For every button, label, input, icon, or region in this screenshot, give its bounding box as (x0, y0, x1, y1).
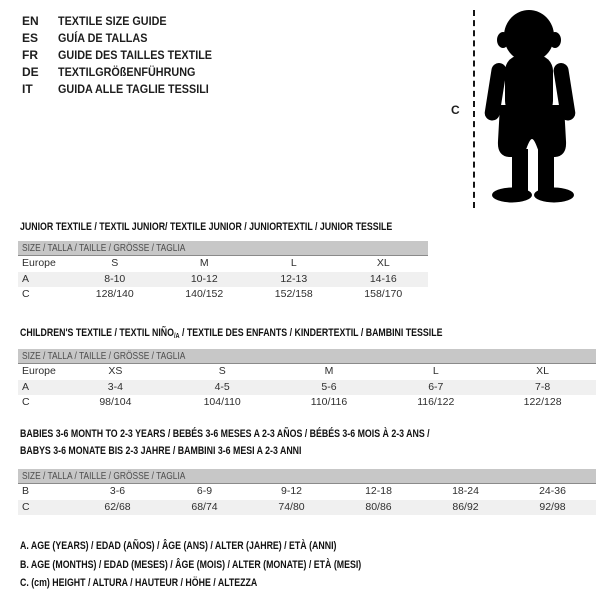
size-header-label: SIZE / TALLA / TAILLE / GRÖSSE / TAGLIA (22, 470, 186, 482)
lang-row-en (22, 13, 229, 30)
table-row (18, 364, 596, 380)
cell: 86/92 (452, 500, 479, 513)
title-pre: CHILDREN'S TEXTILE / TEXTIL NIÑO (20, 327, 174, 339)
junior-title-text: JUNIOR TEXTILE / TEXTIL JUNIOR/ TEXTILE JUNIOR / JUNIORTEXTIL / JUNIOR TESSILE (20, 221, 393, 233)
babies-title-line2: BABYS 3-6 MONATE BIS 2-3 JAHRE / BAMBINI 3-6 MESI A 2-3 ANNI (20, 445, 302, 457)
cell: 10-12 (190, 272, 218, 285)
size-header-label: SIZE / TALLA / TAILLE / GRÖSSE / TAGLIA (22, 350, 186, 362)
footnote-a (20, 537, 447, 556)
footnote-b (20, 556, 447, 575)
cell: M (199, 257, 209, 269)
size-header-bar (18, 349, 596, 364)
size-header-bar (18, 241, 428, 256)
lang-text: GUÍA DE TALLAS (58, 31, 148, 45)
height-measure-label: C (451, 103, 460, 117)
cell: 68/74 (191, 500, 218, 513)
size-header-bar (18, 469, 596, 484)
cell: L (290, 257, 297, 269)
language-header (22, 13, 229, 98)
table-row (18, 287, 428, 303)
cell: 128/140 (95, 288, 134, 300)
cell: XL (536, 365, 550, 377)
table-row (18, 500, 596, 516)
cell: S (218, 365, 226, 377)
babies-title-line1: BABIES 3-6 MONTH TO 2-3 YEARS / BEBÉS 3-6 MESES A 2-3 AÑOS / BÉBÉS 3-6 MOIS À 2-3 ANS / (20, 428, 430, 440)
lang-text: GUIDE DES TAILLES TEXTILE (58, 48, 213, 62)
cell: 98/104 (99, 396, 132, 408)
cell: 14-16 (369, 272, 397, 285)
size-header-label: SIZE / TALLA / TAILLE / GRÖSSE / TAGLIA (22, 242, 186, 254)
cell: 12-18 (365, 485, 392, 497)
cell: 7-8 (535, 380, 551, 393)
row-label: C (22, 288, 30, 300)
lang-text: GUIDA ALLE TAGLIE TESSILI (58, 82, 209, 96)
babies-section-title (20, 426, 532, 460)
height-measure-line (473, 10, 475, 208)
table-row (18, 395, 596, 411)
footnote-a-text: A. AGE (YEARS) / EDAD (AÑOS) / ÂGE (ANS) / ALTER (JAHRE) / ETÀ (ANNI) (20, 540, 337, 552)
title-sub: /A (173, 333, 180, 340)
cell: XS (108, 365, 123, 377)
table-row (18, 380, 596, 396)
row-label: C (22, 500, 30, 513)
row-label: Europe (22, 257, 56, 269)
junior-size-table (18, 241, 428, 303)
title-post: / TEXTILE DES ENFANTS / KINDERTEXTIL / BAMBINI TESSILE (179, 327, 443, 339)
cell: 4-5 (214, 380, 230, 393)
table-row (18, 256, 428, 272)
cell: 5-6 (321, 380, 337, 393)
cell: L (432, 365, 439, 377)
cell: 62/68 (104, 500, 131, 513)
row-label: Europe (22, 365, 56, 377)
cell: 110/116 (310, 396, 348, 408)
cell: 158/170 (364, 288, 403, 300)
cell: 152/158 (274, 288, 313, 300)
footnote-c-text: C. (cm) HEIGHT / ALTURA / HAUTEUR / HÖHE / ALTEZZA (20, 577, 258, 589)
row-label: A (22, 272, 30, 285)
lang-row-de (22, 64, 229, 81)
lang-row-fr (22, 47, 229, 64)
cell: 6-7 (428, 380, 444, 393)
cell: 9-12 (280, 485, 302, 497)
children-section-title (20, 325, 548, 345)
lang-row-es (22, 30, 229, 47)
cell: 3-4 (107, 380, 123, 393)
cell: XL (376, 257, 390, 269)
lang-code: EN (22, 14, 39, 28)
junior-section-title (20, 219, 485, 236)
baby-silhouette-icon (484, 9, 576, 208)
children-size-table (18, 349, 596, 411)
lang-text: TEXTILGRÖßENFÜHRUNG (58, 65, 196, 79)
cell: 122/128 (523, 396, 562, 408)
row-label: B (22, 485, 30, 497)
cell: 12-13 (280, 272, 308, 285)
cell: 116/122 (417, 396, 455, 408)
row-label: A (22, 380, 30, 393)
lang-code: DE (22, 65, 39, 79)
footnote-b-text: B. AGE (MONTHS) / EDAD (MESES) / ÂGE (MOIS) / ALTER (MONATE) / ETÀ (MESI) (20, 558, 362, 571)
lang-text: TEXTILE SIZE GUIDE (58, 14, 167, 28)
row-label: C (22, 396, 30, 408)
cell: 80/86 (365, 500, 392, 513)
lang-code: ES (22, 31, 39, 45)
footnote-c (20, 574, 447, 593)
cell: 8-10 (104, 272, 126, 285)
cell: 24-36 (539, 485, 566, 497)
cell: 104/110 (203, 396, 241, 408)
cell: 74/80 (278, 500, 305, 513)
cell: 18-24 (452, 485, 479, 497)
cell: 140/152 (185, 288, 224, 300)
cell: 3-6 (109, 485, 126, 497)
lang-row-it (22, 81, 229, 98)
table-row (18, 272, 428, 288)
cell: S (111, 257, 119, 269)
cell: M (324, 365, 334, 377)
footnotes (20, 537, 447, 593)
lang-code: IT (22, 82, 33, 96)
cell: 92/98 (539, 500, 566, 513)
babies-size-table (18, 469, 596, 515)
cell: 6-9 (196, 485, 213, 497)
table-row (18, 484, 596, 500)
children-title-text (20, 325, 442, 345)
lang-code: FR (22, 48, 38, 62)
